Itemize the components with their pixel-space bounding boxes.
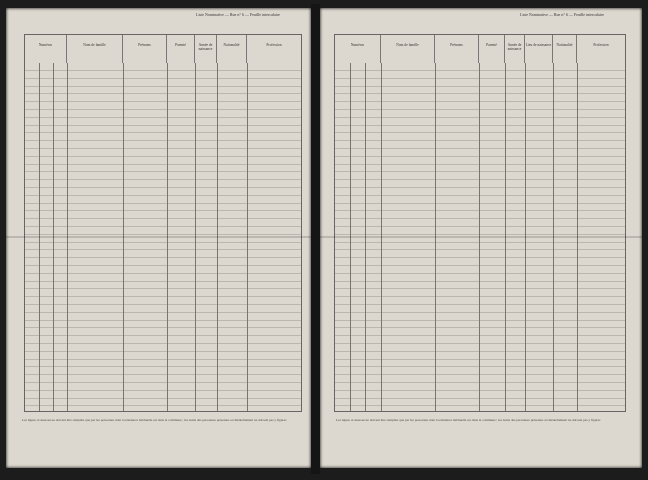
register-table <box>24 34 302 412</box>
left-register-page <box>6 8 311 468</box>
column-header: Lieu de naissance <box>525 35 553 63</box>
column-header: Prénoms <box>435 35 479 63</box>
column-header: Profession <box>593 43 609 47</box>
column-header: Nom de famille <box>381 35 435 63</box>
right-register-page <box>320 8 642 468</box>
column-header: Numéros <box>25 35 67 63</box>
column-header: Numéros <box>335 35 381 63</box>
book-gutter <box>311 4 320 474</box>
column-header: Profession <box>266 43 282 47</box>
page-header: Liste Nominative — Rue n° 6 — Feuille intercalaire <box>520 12 605 17</box>
column-header: Parenté <box>479 35 505 63</box>
column-header: Année de naissance <box>505 35 525 63</box>
column-header: Nom de famille <box>67 35 123 63</box>
column-header: Parenté <box>167 35 195 63</box>
page-header: Liste Nominative — Rue n° 6 — Feuille intercalaire <box>196 12 281 17</box>
column-header: Nationalité <box>217 35 247 63</box>
column-header: Nationalité <box>553 35 577 63</box>
footnote: Les lignes ci-dessous ne doivent être remplies que par les personnes dont la résidence habituelle est dans la commune ; les noms des personnes présentes accidentellement ne doivent pas y figurer. <box>336 418 601 422</box>
column-header: Année de naissance <box>195 35 217 63</box>
column-header: Prénoms <box>123 35 167 63</box>
footnote: Les lignes ci-dessous ne doivent être remplies que par les personnes dont la résidence habituelle est dans la commune ; les noms des personnes présentes accidentellement ne doivent pas y figurer. <box>22 418 287 422</box>
register-table <box>334 34 626 412</box>
